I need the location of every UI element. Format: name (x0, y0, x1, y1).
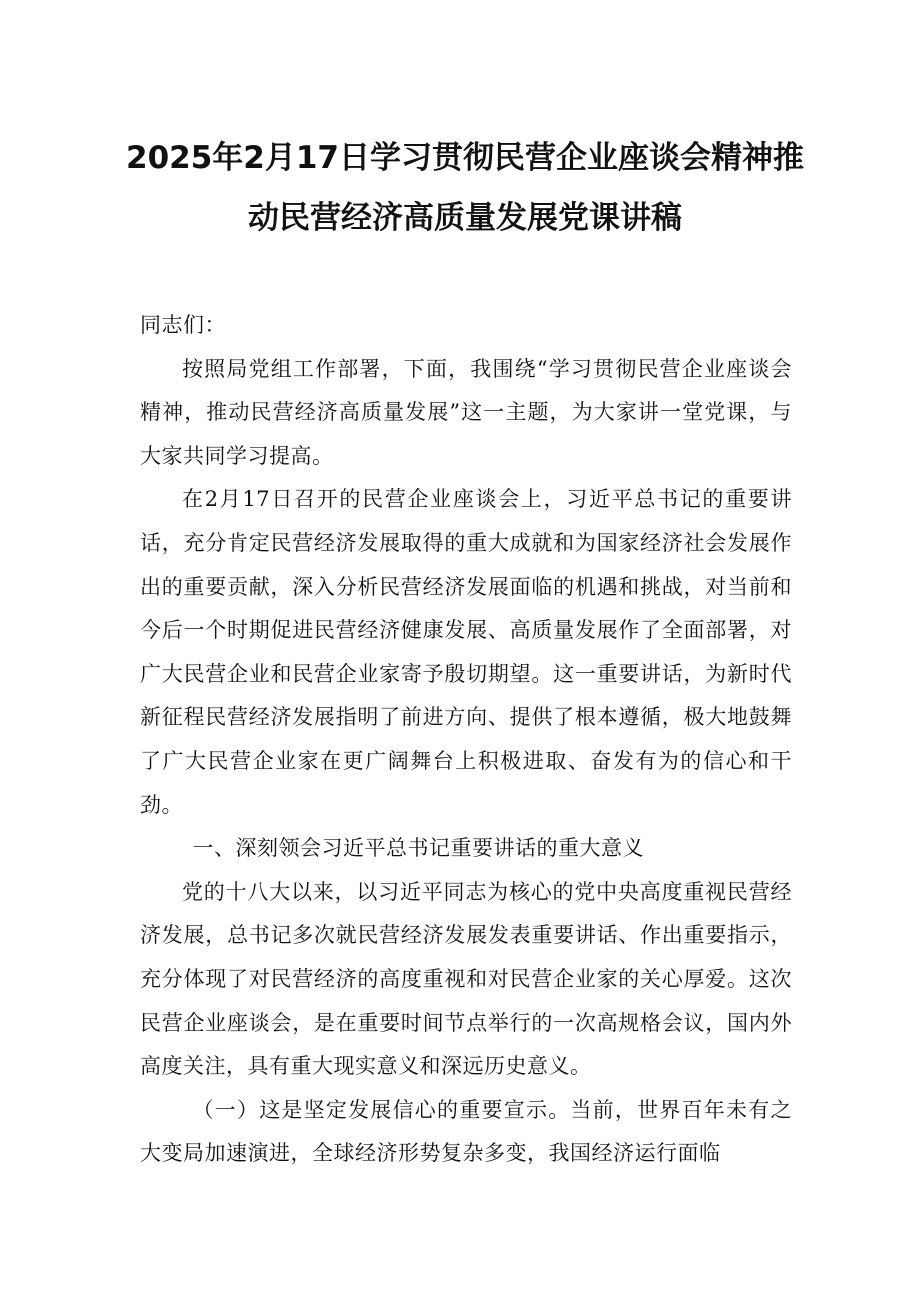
paragraph-subsection-1: （一）这是坚定发展信心的重要宣示。当前，世界百年未有之大变局加速演进，全球经济形势复杂多变，我国经济运行面临 (140, 1097, 792, 1166)
document-title: 2025年2月17日学习贯彻民营企业座谈会精神推动民营经济高质量发展党课讲稿 (126, 140, 804, 236)
document-body (140, 304, 792, 1176)
salutation: 同志们： (140, 313, 226, 337)
paragraph-background: 在2月17日召开的民营企业座谈会上，习近平总书记的重要讲话，充分肯定民营经济发展取得的重大成就和为国家经济社会发展作出的重要贡献，深入分析民营经济发展面临的机遇和挑战，对当前和今后一个时期促进民营经济健康发展、高质量发展作了全面部署，对广大民营企业和民营企业家寄予殷切期望。这一重要讲话，为新时代新征程民营经济发展指明了前进方向、提供了根本遵循，极大地鼓舞了广大民营企业家在更广阔舞台上积极进取、奋发有为的信心和干劲。 (140, 487, 792, 817)
paragraph-section-1: 党的十八大以来，以习近平同志为核心的党中央高度重视民营经济发展，总书记多次就民营经济发展发表重要讲话、作出重要指示，充分体现了对民营经济的高度重视和对民营企业家的关心厚爱。这次民营企业座谈会，是在重要时间节点举行的一次高规格会议，国内外高度关注，具有重大现实意义和深远历史意义。 (140, 879, 792, 1079)
section-heading-1: 一、深刻领会习近平总书记重要讲话的重大意义 (192, 836, 644, 861)
paragraph-intro: 按照局党组工作部署，下面，我围绕“学习贯彻民营企业座谈会精神，推动民营经济高质量发展”这一主题，为大家讲一堂党课，与大家共同学习提高。 (140, 356, 792, 468)
